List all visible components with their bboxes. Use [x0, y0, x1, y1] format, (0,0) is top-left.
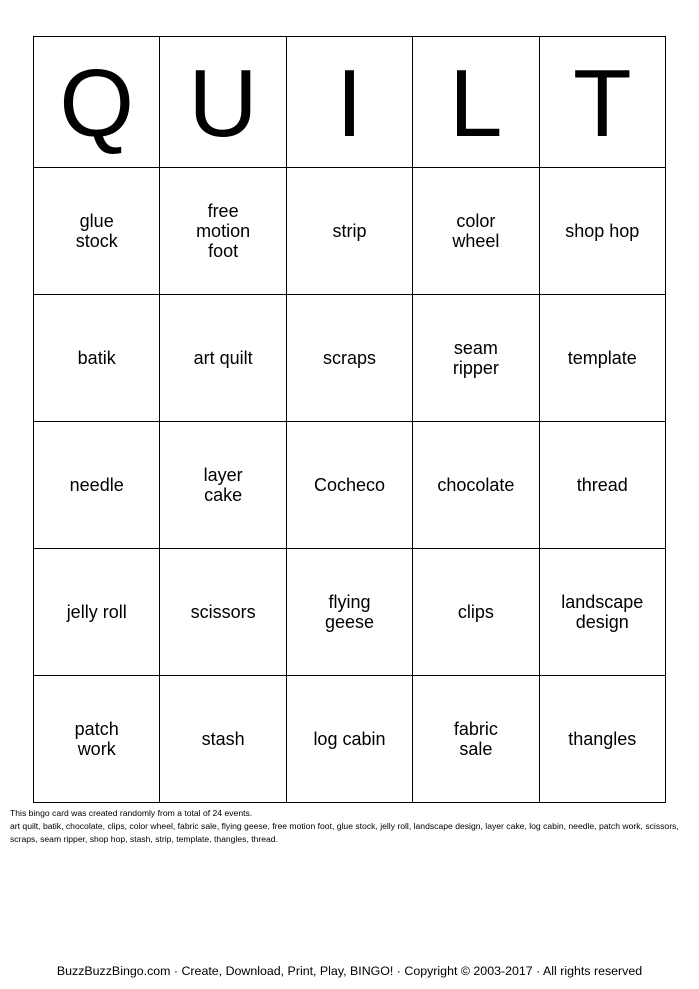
card-cell: log cabin	[286, 676, 412, 803]
card-cell: flying geese	[286, 549, 412, 676]
site-footer: BuzzBuzzBingo.com · Create, Download, Print, Play, BINGO! · Copyright © 2003-2017 · All rights reserved	[56, 964, 643, 978]
card-cell: scissors	[160, 549, 286, 676]
card-cell: color wheel	[413, 168, 539, 295]
card-cell: needle	[34, 422, 160, 549]
card-row	[34, 422, 666, 549]
card-cell: stash	[160, 676, 286, 803]
card-cell: clips	[413, 549, 539, 676]
header-letter: I	[286, 37, 412, 168]
card-cell: art quilt	[160, 295, 286, 422]
card-cell: patch work	[34, 676, 160, 803]
card-cell: glue stock	[34, 168, 160, 295]
header-row	[34, 37, 666, 168]
card-cell: strip	[286, 168, 412, 295]
card-cell: template	[539, 295, 665, 422]
card-row	[34, 295, 666, 422]
card-cell: shop hop	[539, 168, 665, 295]
header-letter: U	[160, 37, 286, 168]
card-row	[34, 549, 666, 676]
card-cell: scraps	[286, 295, 412, 422]
card-info	[10, 807, 690, 846]
card-cell: thangles	[539, 676, 665, 803]
header-letter: T	[539, 37, 665, 168]
card-row	[34, 676, 666, 803]
card-row	[34, 168, 666, 295]
card-cell: fabric sale	[413, 676, 539, 803]
header-letter: Q	[34, 37, 160, 168]
card-cell: seam ripper	[413, 295, 539, 422]
header-letter: L	[413, 37, 539, 168]
card-cell: thread	[539, 422, 665, 549]
card-cell: free motion foot	[160, 168, 286, 295]
events-list: art quilt, batik, chocolate, clips, color wheel, fabric sale, flying geese, free motion foot, glue stock, jelly roll, landscape design, layer cake, log cabin, needle, patch work, scissors, scraps, seam ripper, shop hop, stash, strip, template, thangles, thread.	[10, 821, 679, 844]
card-cell: landscape design	[539, 549, 665, 676]
card-cell: Cocheco	[286, 422, 412, 549]
card-summary: This bingo card was created randomly from a total of 24 events.	[10, 808, 253, 818]
card-cell: layer cake	[160, 422, 286, 549]
bingo-card	[33, 36, 666, 803]
card-cell: chocolate	[413, 422, 539, 549]
card-cell: batik	[34, 295, 160, 422]
card-cell: jelly roll	[34, 549, 160, 676]
